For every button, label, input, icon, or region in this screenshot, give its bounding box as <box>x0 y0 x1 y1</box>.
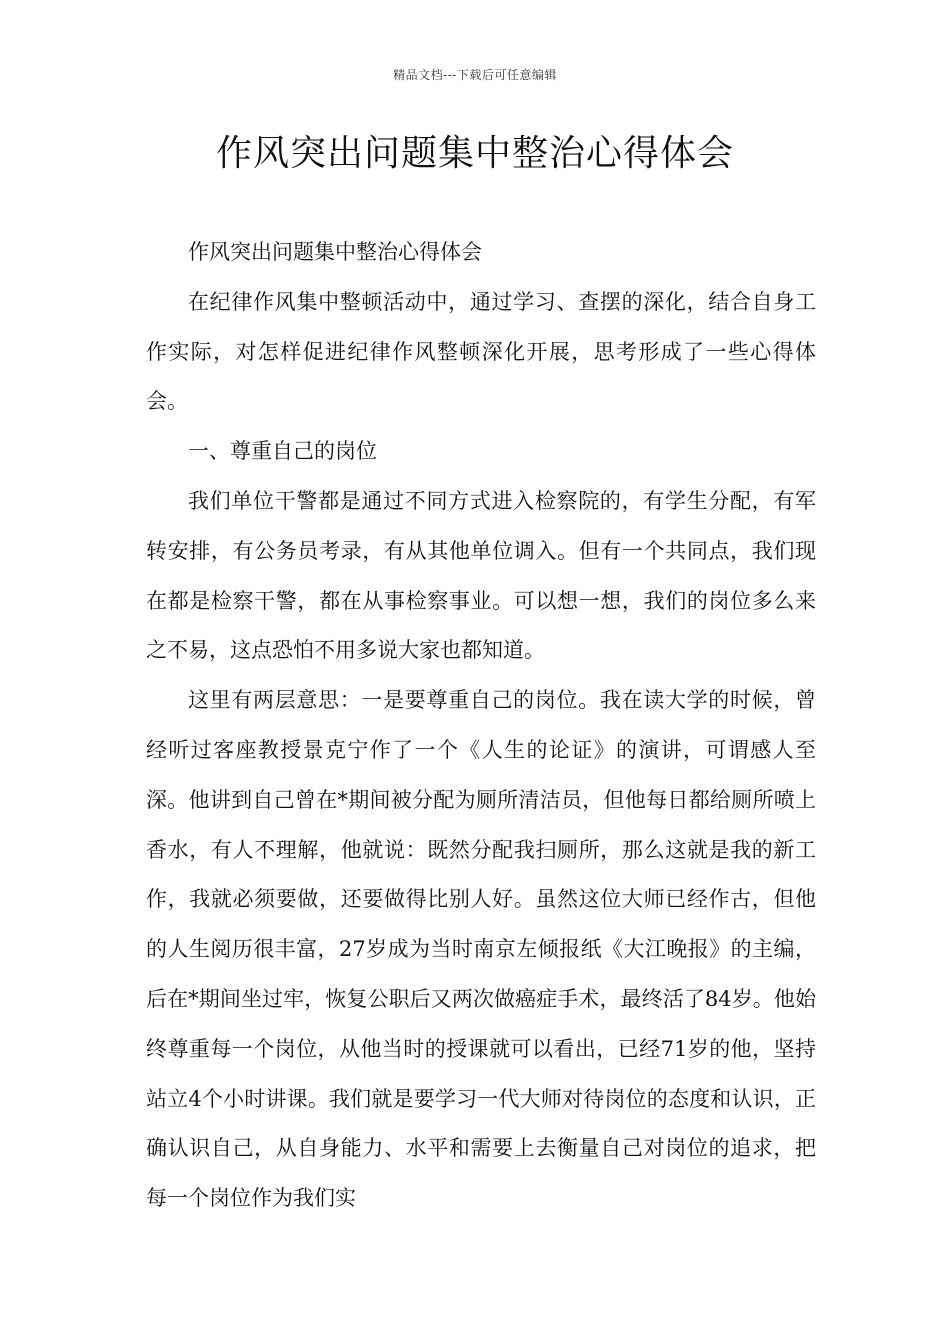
paragraph-intro: 在纪律作风集中整顿活动中，通过学习、查摆的深化，结合自身工作实际，对怎样促进纪律作风整顿深化开展，思考形成了一些心得体会。 <box>146 289 816 414</box>
header-note: 精品文档---下载后可任意编辑 <box>393 68 557 82</box>
document-body <box>146 228 816 1224</box>
section-heading: 一、尊重自己的岗位 <box>188 439 377 464</box>
paragraph-body: 这里有两层意思：一是要尊重自己的岗位。我在读大学的时候，曾经听过客座教授景克宁作了一个《人生的论证》的演讲，可谓感人至深。他讲到自己曾在*期间被分配为厕所清洁员，但他每日都给厕所喷上香水，有人不理解，他就说：既然分配我扫厕所，那么这就是我的新工作，我就必须要做，还要做得比别人好。虽然这位大师已经作古，但他的人生阅历很丰富，27岁成为当时南京左倾报纸《大江晚报》的主编，后在*期间坐过牢，恢复公职后又两次做癌症手术，最终活了84岁。他始终尊重每一个岗位，从他当时的授课就可以看出，已经71岁的他，坚持站立4个小时讲课。我们就是要学习一代大师对待岗位的态度和认识，正确认识自己，从自身能力、水平和需要上去衡量自己对岗位的追求，把每一个岗位作为我们实 <box>146 688 816 1211</box>
paragraph-body: 我们单位干警都是通过不同方式进入检察院的，有学生分配，有军转安排，有公务员考录，有从其他单位调入。但有一个共同点，我们现在都是检察干警，都在从事检察事业。可以想一想，我们的岗位多么来之不易，这点恐怕不用多说大家也都知道。 <box>146 488 816 663</box>
document-title: 作风突出问题集中整治心得体会 <box>215 133 734 174</box>
paragraph-subtitle: 作风突出问题集中整治心得体会 <box>188 240 482 264</box>
